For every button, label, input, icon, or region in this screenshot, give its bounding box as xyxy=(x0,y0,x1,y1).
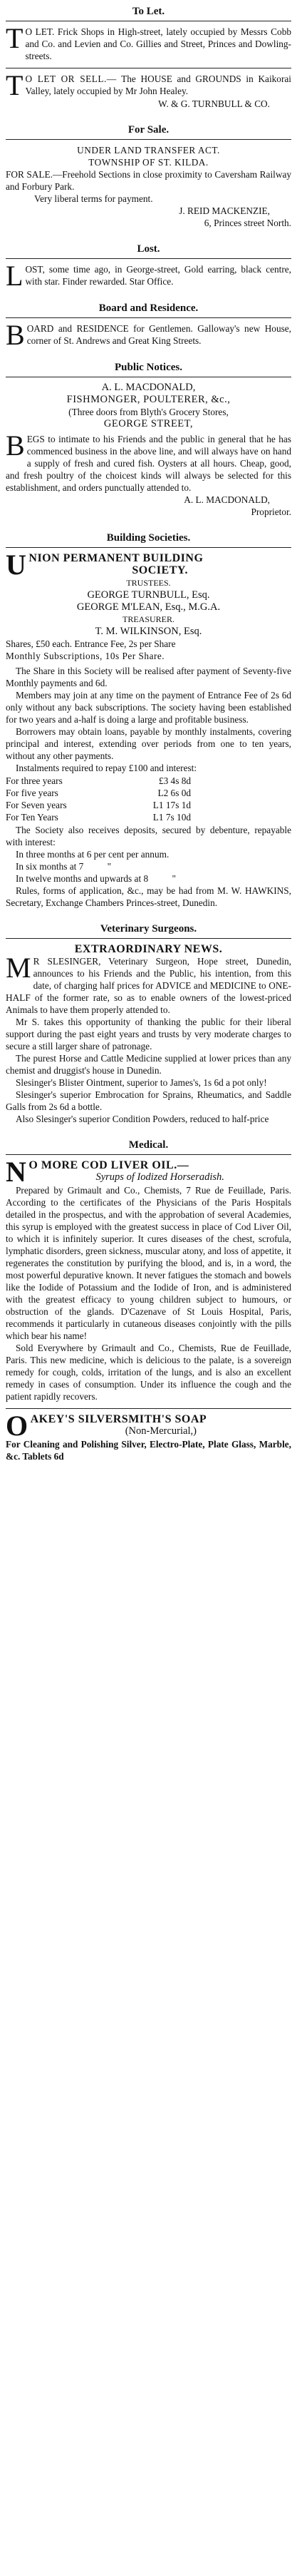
rates-table xyxy=(6,775,191,823)
repay-intro: Instalments required to repay £100 and interest: xyxy=(16,763,197,773)
ad-signature-role: Proprietor. xyxy=(251,506,291,517)
ad-macdonald xyxy=(6,377,291,524)
lost-section xyxy=(6,238,291,297)
trustees-label: TRUSTEES. xyxy=(126,578,171,588)
ad-paragraph: The purest Horse and Cattle Medicine supplied at lower prices than any chemist and druggist's house in Dunedin. xyxy=(6,1053,291,1076)
ad-address: 6, Princes street North. xyxy=(204,218,291,228)
deposit-line: In three months at 6 per cent per annum. xyxy=(16,849,170,860)
deposit-line xyxy=(6,872,291,885)
section-header-board: Board and Residence. xyxy=(98,302,199,314)
ad-heading: O LET OR SELL.— xyxy=(25,73,117,84)
ad-paragraph: Prepared by Grimault and Co., Chemists, 7 Rue de Feuillade, Paris. According to the certificates of the Physicians of the Paris Hospitals detailed in the prospectus, and with the approbation of several Academies, this syrup is employed with the greatest success in place of Cod Liver Oil, to which it is infinitely superior. It cures diseases of the chest, scrofula, lymphatic disorders, green sickness, muscular atony, and loss of appetite, it regenerates the constitution by purifying the blood, and is, in a word, the most powerful depurative known. It never fatigues the stomach and bowels like the Iodide of Potassium and the Iodide of Iron, and is administered with the greatest efficacy to young children subject to humours, or obstruction of the glands. D'Cazenave of St Louis Hospital, Paris, recommends it particularly in cutaneous diseases conjointly with the pills which bear his name! xyxy=(6,1185,291,1341)
section-header-to-let: To Let. xyxy=(132,6,165,17)
ad-cod-liver-oil xyxy=(6,1155,291,1409)
deposit-text: In twelve months and upwards at 8 xyxy=(16,873,149,884)
ad-title: O MORE COD LIVER OIL.— xyxy=(28,1159,189,1171)
drop-cap: T xyxy=(6,22,24,54)
drop-cap: T xyxy=(6,69,24,101)
rate-row xyxy=(6,787,191,799)
rate-value: L1 7s 10d xyxy=(152,812,191,823)
rate-label: For five years xyxy=(6,788,58,798)
board-section xyxy=(6,297,291,356)
to-let-section xyxy=(6,0,291,118)
ad-paragraph: The Society also receives deposits, secured by debenture, repayable with interest: xyxy=(6,825,291,847)
ad-signature: J. REID MACKENZIE, xyxy=(179,205,270,216)
ad-title: EXTRAORDINARY NEWS. xyxy=(74,943,223,955)
ad-to-let-shops xyxy=(6,21,291,68)
trustee-name: GEORGE M'LEAN, Esq., M.G.A. xyxy=(76,601,221,613)
ad-paragraph: Slesinger's superior Embrocation for Sprains, Rheumatics, and Saddle Galls from 2s 6d a bottle. xyxy=(6,1089,291,1112)
ad-terms: Very liberal terms for payment. xyxy=(34,193,153,204)
ad-oakey-soap xyxy=(6,1409,291,1468)
rate-value: £3 4s 8d xyxy=(158,775,191,786)
ad-text: OARD and RESIDENCE for Gentlemen. Galloway's new House, corner of St. Andrews and Great King Streets. xyxy=(26,323,291,346)
rate-value: L1 17s 1d xyxy=(152,800,191,810)
ad-text: The HOUSE and GROUNDS in Kaikorai Valley, lately occupied by Mr John Healey. xyxy=(25,73,291,96)
rate-label: For Seven years xyxy=(6,800,67,810)
section-header-veterinary: Veterinary Surgeons. xyxy=(100,923,197,935)
ad-text: For Cleaning and Polishing Silver, Electro-Plate, Plate Glass, Marble, &c. Tablets 6d xyxy=(6,1439,291,1462)
ad-lost-earring xyxy=(6,259,291,294)
trustee-name: GEORGE TURNBULL, Esq. xyxy=(87,589,210,601)
veterinary-section xyxy=(6,917,291,1134)
ad-title: TOWNSHIP OF ST. KILDA. xyxy=(88,157,209,168)
ad-title: NION PERMANENT BUILDING xyxy=(28,552,204,564)
drop-cap: L xyxy=(6,260,24,292)
ad-title: SOCIETY. xyxy=(132,564,188,576)
ad-text: FOR SALE.—Freehold Sections in close proximity to Caversham Railway and Forbury Park. xyxy=(6,169,291,192)
section-header-for-sale: For Sale. xyxy=(127,124,170,136)
medical-section xyxy=(6,1134,291,1471)
rate-label: For three years xyxy=(6,775,63,786)
rate-value: L2 6s 0d xyxy=(157,788,191,798)
deposit-text: In six months at 7 xyxy=(16,861,84,872)
ad-paragraph: The Share in this Society will be realised after payment of Seventy-five Monthly payments and 6d. xyxy=(6,666,291,688)
ad-signature: A. L. MACDONALD, xyxy=(184,494,270,505)
ad-paragraph: Sold Everywhere by Grimault and Co., Chemists, Rue de Feuillade, Paris. This new medicine, which is delicious to the palate, is a sovereign remedy for cough, colds, irritation of the lungs, and is also an excellent remedy in cases of consumption. Under its influence the cough and the patient rapidly recovers. xyxy=(6,1343,291,1402)
ad-union-building-society xyxy=(6,548,291,915)
rate-row xyxy=(6,799,191,811)
ad-title: UNDER LAND TRANSFER ACT. xyxy=(77,145,220,156)
public-notices-section xyxy=(6,356,291,526)
drop-cap: O xyxy=(6,1410,28,1442)
drop-cap: M xyxy=(6,952,31,984)
section-header-public-notices: Public Notices. xyxy=(115,362,182,373)
rate-row xyxy=(6,811,191,823)
ditto-mark: " xyxy=(107,861,112,872)
section-header-building-societies: Building Societies. xyxy=(106,532,191,544)
building-societies-section xyxy=(6,526,291,917)
ad-subtitle: Syrups of Iodized Horseradish. xyxy=(95,1171,224,1183)
ad-text: O LET. Frick Shops in High-street, lately occupied by Messrs Cobb and Co. and Levien and Co. Gillies and Street, Princes and Dowling-streets. xyxy=(25,26,291,61)
ad-street: GEORGE STREET, xyxy=(103,418,194,429)
drop-cap: B xyxy=(6,319,25,351)
drop-cap: N xyxy=(6,1156,27,1188)
ad-paragraph: Rules, forms of application, &c., may be had from M. W. HAWKINS, Secretary, Exchange Chambers Princes-street, Dunedin. xyxy=(6,885,291,908)
ad-paragraph: Mr S. takes this opportunity of thanking the public for their liberal support during the past eight years and trusts by very moderate charges to secure a still larger share of patronage. xyxy=(6,1017,291,1052)
treasurer-name: T. M. WILKINSON, Esq. xyxy=(95,626,202,637)
ad-text: EGS to intimate to his Friends and the public in general that he has commenced business in the above line, and will always have on hand a supply of fresh and cured fish. Oysters at all hours. Cheap, good, and fresh poultry of the choicest kinds will always be selected for this establishment, and orders punctually attended to. xyxy=(6,434,291,493)
ad-st-kilda xyxy=(6,140,291,235)
section-header-lost: Lost. xyxy=(137,243,160,255)
ad-paragraph: Also Slesinger's superior Condition Powders, reduced to half-price xyxy=(16,1114,269,1124)
ad-name: A. L. MACDONALD, xyxy=(101,382,196,393)
ad-to-let-house xyxy=(6,68,291,116)
rate-label: For Ten Years xyxy=(6,812,58,823)
drop-cap: U xyxy=(6,549,27,581)
ad-paragraph: Members may join at any time on the payment of Entrance Fee of 2s 6d only without any back subscriptions. The society having been established for two years and a-half is doing a large and profitable business. xyxy=(6,690,291,725)
ad-paragraph: Slesinger's Blister Ointment, superior to James's, 1s 6d a pot only! xyxy=(16,1077,267,1088)
deposit-line xyxy=(6,860,291,872)
ad-paragraph: Borrowers may obtain loans, payable by monthly instalments, covering principal and interest, extending over periods from one to ten years, without any other payments. xyxy=(6,726,291,761)
shares-line: Shares, £50 each. Entrance Fee, 2s per Share xyxy=(6,638,176,649)
drop-cap: B xyxy=(6,429,25,462)
ditto-mark: " xyxy=(172,873,176,884)
rate-row xyxy=(6,775,191,787)
ad-location: (Three doors from Blyth's Grocery Stores, xyxy=(68,407,229,417)
ad-slesinger xyxy=(6,939,291,1131)
section-header-medical: Medical. xyxy=(128,1139,169,1151)
ad-text: OST, some time ago, in George-street, Gold earring, black centre, with star. Finder rewarded. Star Office. xyxy=(25,264,291,287)
ad-title: AKEY'S SILVERSMITH'S SOAP xyxy=(30,1413,207,1425)
ad-trade: FISHMONGER, POULTERER, &c., xyxy=(66,394,231,405)
treasurer-label: TREASURER. xyxy=(122,614,174,624)
ad-text: R SLESINGER, Veterinary Surgeon, Hope street, Dunedin, announces to his Friends and the Public, his intention, from this date, of charging half prices for ADVICE and MEDICINE to ONE-HALF of the former rate, so as to enable owners of the lowest-priced Animals to have them properly attended to. xyxy=(6,956,291,1015)
monthly-line: Monthly Subscriptions, 10s Per Share. xyxy=(6,651,165,661)
ad-subtitle: (Non-Mercurial,) xyxy=(125,1425,197,1437)
ad-signature: W. & G. TURNBULL & CO. xyxy=(158,98,270,109)
for-sale-section xyxy=(6,118,291,238)
ad-board-residence xyxy=(6,318,291,353)
